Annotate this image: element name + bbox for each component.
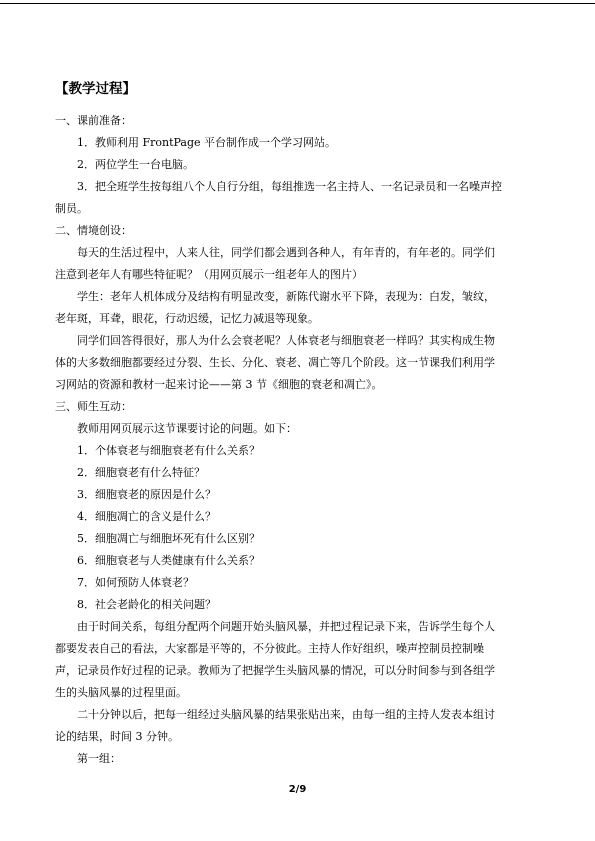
text-line: 二、情境创设： bbox=[55, 224, 132, 237]
text-line: 习网站的资源和教材一起来讨论——第 3 节《细胞的衰老和凋亡》。 bbox=[55, 378, 383, 391]
text-line: 每天的生活过程中，人来人往，同学们都会遇到各种人，有年青的，有年老的。同学们 bbox=[77, 246, 495, 259]
text-line: 教师用网页展示这节课要讨论的问题。如下： bbox=[77, 422, 297, 435]
text-line: 1．教师利用 FrontPage 平台制作成一个学习网站。 bbox=[77, 136, 337, 149]
text-line: 2．两位学生一台电脑。 bbox=[77, 158, 194, 171]
text-line: 生的头脑风暴的过程里面。 bbox=[55, 686, 187, 699]
header-rule bbox=[0, 3, 595, 4]
text-line: 3．把全班学生按每组八个人自行分组，每组推选一名主持人、一名记录员和一名噪声控 bbox=[77, 180, 502, 193]
text-line: 学生：老年人机体成分及结构有明显改变，新陈代谢水平下降，表现为：白发，皱纹， bbox=[77, 290, 495, 303]
text-line: 同学们回答得很好，那人为什么会衰老呢？人体衰老与细胞衰老一样吗？其实构成生物 bbox=[77, 334, 495, 347]
text-line: 7．如何预防人体衰老？ bbox=[77, 576, 194, 589]
text-line: 6．细胞衰老与人类健康有什么关系？ bbox=[77, 554, 260, 567]
paragraph-lines bbox=[55, 110, 545, 770]
text-line: 注意到老年人有哪些特征呢？（用网页展示一组老年人的图片） bbox=[55, 268, 363, 281]
text-line: 4．细胞凋亡的含义是什么？ bbox=[77, 510, 216, 523]
text-line: 5．细胞凋亡与细胞坏死有什么区别？ bbox=[77, 532, 260, 545]
text-line: 二十分钟以后，把每一组经过头脑风暴的结果张贴出来，由每一组的主持人发表本组讨 bbox=[77, 708, 495, 721]
text-line: 2．细胞衰老有什么特征？ bbox=[77, 466, 205, 479]
text-line: 老年斑，耳聋，眼花，行动迟缓，记忆力减退等现象。 bbox=[55, 312, 319, 325]
text-line: 1．个体衰老与细胞衰老有什么关系？ bbox=[77, 444, 260, 457]
text-line: 制员。 bbox=[55, 202, 88, 215]
text-line: 都要发表自己的看法，大家都是平等的，不分彼此。主持人作好组织，噪声控制员控制噪 bbox=[55, 642, 484, 655]
text-line: 3．细胞衰老的原因是什么？ bbox=[77, 488, 216, 501]
text-line: 一、课前准备： bbox=[55, 114, 132, 127]
text-line: 由于时间关系，每组分配两个问题开始头脑风暴，并把过程记录下来，告诉学生每个人 bbox=[77, 620, 495, 633]
text-line: 论的结果，时间 3 分钟。 bbox=[55, 730, 179, 743]
section-heading: 【教学过程】 bbox=[55, 81, 136, 97]
text-line: 三、师生互动： bbox=[55, 400, 132, 413]
page-number: 2/9 bbox=[288, 784, 307, 795]
document-body bbox=[55, 78, 545, 770]
text-line: 声，记录员作好过程的记录。教师为了把握学生头脑风暴的情况，可以分时间参与到各组学 bbox=[55, 664, 495, 677]
text-line: 8．社会老龄化的相关问题？ bbox=[77, 598, 216, 611]
text-line: 第一组： bbox=[77, 752, 121, 765]
text-line: 体的大多数细胞都要经过分裂、生长、分化、衰老、凋亡等几个阶段。这一节课我们利用学 bbox=[55, 356, 495, 369]
